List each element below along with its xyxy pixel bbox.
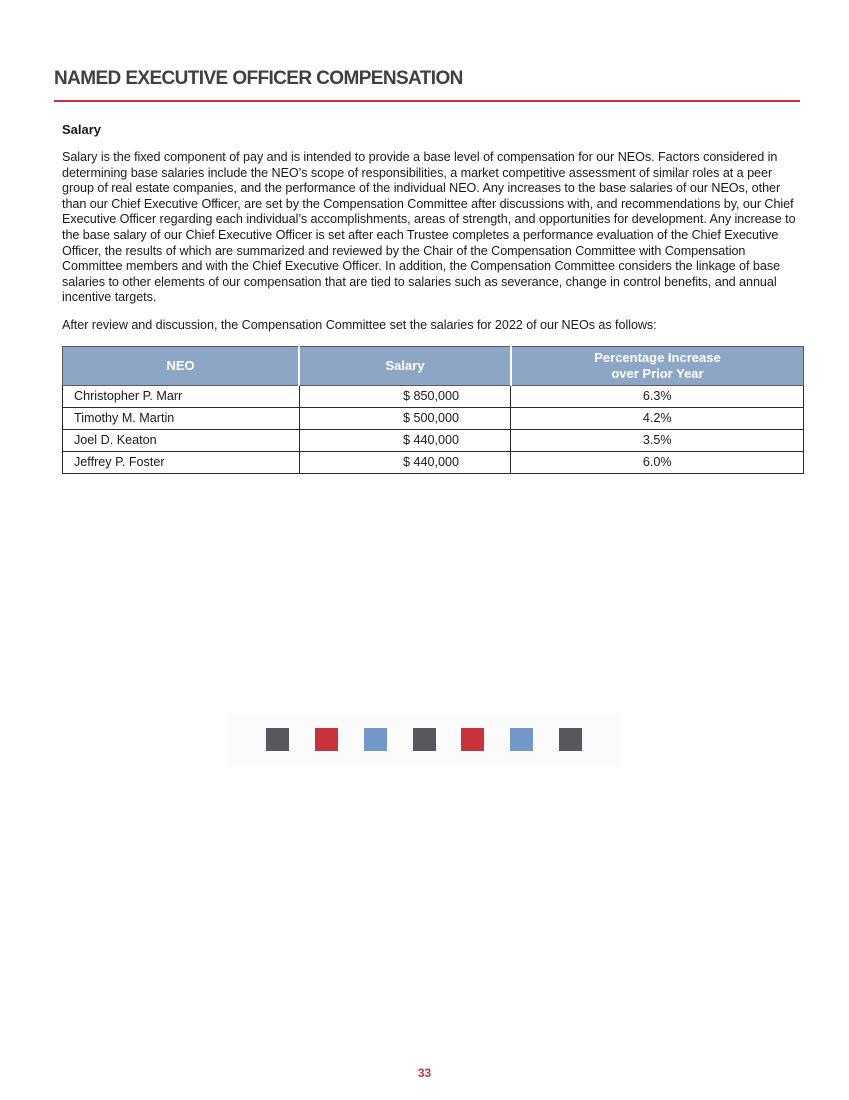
header-pct-line1: Percentage Increase [594, 349, 721, 365]
table-intro: After review and discussion, the Compensation Committee set the salaries for 2022 of our NEOs as follows: [62, 317, 657, 332]
salary-heading: Salary [62, 122, 102, 137]
salary-cell: $ 440,000 [299, 451, 511, 473]
section-title: NAMED EXECUTIVE OFFICER COMPENSATION [54, 68, 463, 89]
header-neo: NEO [63, 346, 300, 385]
table-row [63, 385, 804, 407]
header-pct-increase [511, 346, 804, 385]
decorative-square [461, 728, 484, 751]
decorative-square [559, 728, 582, 751]
neo-name-cell: Christopher P. Marr [63, 385, 300, 407]
page-number: 33 [417, 1066, 432, 1080]
salary-section [62, 122, 804, 474]
decorative-square [364, 728, 387, 751]
header-salary: Salary [299, 346, 511, 385]
decorative-squares [226, 714, 622, 766]
pct-increase-cell: 4.2% [511, 407, 804, 429]
table-header-row [63, 346, 804, 385]
neo-name-cell: Jeffrey P. Foster [63, 451, 300, 473]
table-row [63, 429, 804, 451]
salary-description: Salary is the fixed component of pay and is intended to provide a base level of compensation for our NEOs. Factors considered in determining base salaries include the NEO’s scope of responsibilities, a market competitive assessment of similar roles at a peer group of real estate companies, and the performance of the individual NEO. Any increases to the base salaries of our NEOs, other than our Chief Executive Officer, are set by the Compensation Committee after discussions with, and recommendations by, our Chief Executive Officer regarding each individual’s accomplishments, areas of strength, and opportunities for development. Any increase to the base salary of our Chief Executive Officer is set after each Trustee completes a performance evaluation of the Chief Executive Officer, the results of which are summarized and reviewed by the Chair of the Compensation Committee with Compensation Committee members and with the Chief Executive Officer. In addition, the Compensation Committee considers the linkage of base salaries to other elements of our compensation that are tied to salaries such as severance, change in control benefits, and annual incentive targets. [62, 150, 796, 305]
salary-table [62, 346, 804, 474]
decorative-square [266, 728, 289, 751]
decorative-square [510, 728, 533, 751]
title-divider [54, 100, 800, 102]
neo-name-cell: Timothy M. Martin [63, 407, 300, 429]
neo-name-cell: Joel D. Keaton [63, 429, 300, 451]
pct-increase-cell: 3.5% [511, 429, 804, 451]
decorative-square [413, 728, 436, 751]
header-pct-line2: over Prior Year [611, 365, 704, 381]
table-row [63, 407, 804, 429]
pct-increase-cell: 6.0% [511, 451, 804, 473]
table-row [63, 451, 804, 473]
decorative-square [315, 728, 338, 751]
salary-cell: $ 850,000 [299, 385, 511, 407]
salary-cell: $ 500,000 [299, 407, 511, 429]
pct-increase-cell: 6.3% [511, 385, 804, 407]
salary-cell: $ 440,000 [299, 429, 511, 451]
